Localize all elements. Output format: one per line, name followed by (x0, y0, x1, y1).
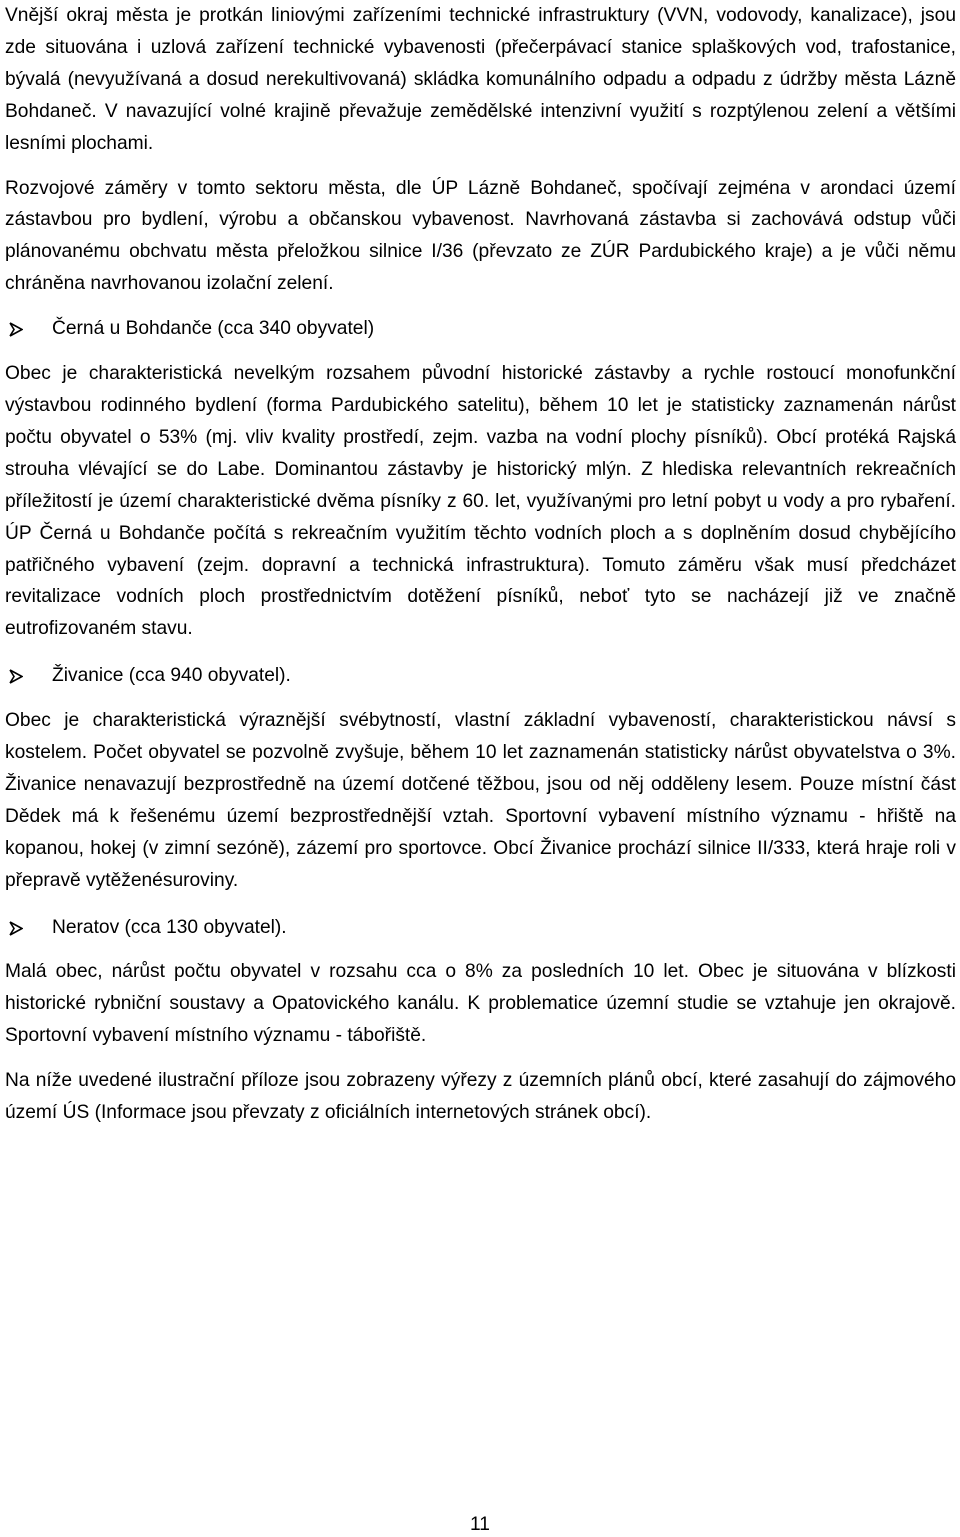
arrowhead-bullet-icon (5, 660, 52, 692)
arrowhead-bullet-icon (5, 912, 52, 944)
bullet-label: Černá u Bohdanče (cca 340 obyvatel) (52, 318, 375, 340)
arrowhead-bullet-icon (5, 313, 52, 345)
spacer (5, 1052, 956, 1065)
page-number: 11 (470, 1514, 490, 1535)
paragraph-neratov: Malá obec, nárůst počtu obyvatel v rozsahu cca o 8% za posledních 10 let. Obec je situována v blízkosti historické rybniční soustavy a Opatovického kanálu. K problematice územní studie se vztahuje jen okrajově. Sportovní vybavení místního významu - tábořiště. (5, 961, 956, 1047)
bullet-heading-cerna (5, 313, 956, 345)
spacer (5, 692, 956, 705)
paragraph-cerna: Obec je charakteristická nevelkým rozsahem původní historické zástavby a rychle rostoucí monofunkční výstavbou rodinného bydlení (forma Pardubického satelitu), během 10 let je statisticky zaznamenán nárůst počtu obyvatel o 53% (mj. vliv kvality prostředí, zejm. vazba na vodní plochy písníků). Obcí protéká Rajská strouha vlévající se do Labe. Dominantou zástavby je historický mlýn. Z hlediska relevantních rekreačních příležitostí je území charakteristické dvěma písníky z 60. let, využívanými pro letní pobyt u vody a pro rybaření. ÚP Černá u Bohdanče počítá s rekreačním využitím těchto vodních ploch a s doplněním dosud chybějícího patřičného vybavení (zejm. dopravní a technická infrastruktura). Tomuto záměru však musí předcházet revitalizace vodních ploch prostřednictvím dotěžení písníků, neboť tyto se nacházejí již ve značně eutrofizovaném stavu. (5, 363, 956, 640)
document-page (5, 0, 956, 1129)
spacer (5, 897, 956, 912)
spacer (5, 943, 956, 956)
spacer (5, 300, 956, 313)
paragraph-zivanice: Obec je charakteristická výraznější svébytností, vlastní základní vybaveností, charakteristickou návsí s kostelem. Počet obyvatel se pozvolně zvyšuje, během 10 let zaznamenán statisticky nárůst obyvatelstva o 3%. Živanice nenavazují bezprostředně na území dotčené těžbou, jsou od něj odděleny lesem. Pouze místní část Dědek má k řešenému území bezprostřednější vztah. Sportovní vybavení místního významu - hřiště na kopanou, hokej (v zimní sezóně), zázemí pro sportovce. Obcí Živanice prochází silnice II/333, která hraje roli v přepravě vytěženésuroviny. (5, 710, 956, 891)
paragraph-city-outskirts: Vnější okraj města je protkán liniovými zařízeními technické infrastruktury (VVN, vodovody, kanalizace), jsou zde situována i uzlová zařízení technické vybavenosti (přečerpávací stanice splaškových vod, trafostanice, bývalá (nevyužívaná a dosud nerekultivovaná) skládka komunálního odpadu a odpadu z údržby města Lázně Bohdaneč. V navazující volné krajině převažuje zemědělské intenzivní využití s rozptýlenou zelení a většími lesními plochami. (5, 5, 956, 154)
spacer (5, 345, 956, 358)
bullet-heading-neratov (5, 912, 956, 944)
bullet-label: Neratov (cca 130 obyvatel). (52, 916, 287, 938)
paragraph-development-plans: Rozvojové záměry v tomto sektoru města, dle ÚP Lázně Bohdaneč, spočívají zejména v arondaci území zástavbou pro bydlení, výrobu a občanskou vybavenost. Navrhovaná zástavba si zachovává odstup vůči plánovanému obchvatu města přeložkou silnice I/36 (převzato ze ZÚR Pardubického kraje) a je vůči němu chráněna navrhovanou izolační zelení. (5, 177, 956, 295)
bullet-label: Živanice (cca 940 obyvatel). (52, 665, 291, 687)
spacer (5, 160, 956, 173)
bullet-heading-zivanice (5, 660, 956, 692)
spacer (5, 645, 956, 660)
paragraph-illustration-note: Na níže uvedené ilustrační příloze jsou zobrazeny výřezy z územních plánů obcí, které zasahují do zájmového území ÚS (Informace jsou převzaty z oficiálních internetových stránek obcí). (5, 1070, 956, 1124)
